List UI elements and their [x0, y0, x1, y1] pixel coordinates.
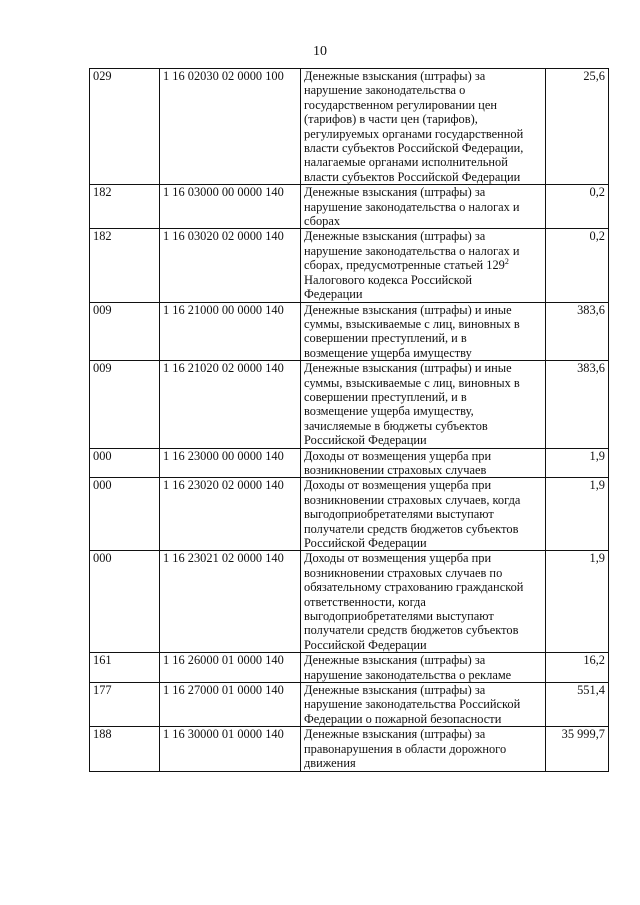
description-line [304, 390, 542, 404]
description-line [304, 141, 542, 155]
budget-classification-code-cell: 1 16 23021 02 0000 140 [160, 551, 301, 653]
description-line-text: правонарушения в области дорожного [304, 741, 507, 756]
description-cell [301, 361, 546, 448]
budget-classification-code-cell: 1 16 03000 00 0000 140 [160, 185, 301, 229]
description-line [304, 229, 542, 243]
description-line [304, 712, 542, 726]
description-line-text: получатели средств бюджетов субъектов [304, 521, 519, 536]
description-line [304, 200, 542, 214]
admin-code-cell: 182 [90, 229, 160, 302]
table-row [90, 683, 609, 727]
amount-cell: 383,6 [546, 302, 609, 361]
description-line-text: совершении преступлений, и в [304, 331, 467, 346]
description-line [304, 493, 542, 507]
budget-classification-code-cell: 1 16 02030 02 0000 100 [160, 69, 301, 185]
description-line-text: сборах [304, 214, 341, 229]
description-line-text: Российской Федерации [304, 433, 427, 448]
description-line-text: зачисляемые в бюджеты субъектов [304, 418, 488, 433]
table-row [90, 69, 609, 185]
description-line-text: движения [304, 756, 356, 771]
description-line-text: нарушение законодательства о рекламе [304, 667, 512, 682]
description-line-text: регулируемых органами государственной [304, 126, 524, 141]
description-line [304, 653, 542, 667]
admin-code-cell: 000 [90, 478, 160, 551]
admin-code-cell: 188 [90, 727, 160, 771]
description-line [304, 507, 542, 521]
amount-cell: 1,9 [546, 448, 609, 478]
description-cell [301, 727, 546, 771]
table-body [90, 69, 609, 772]
description-cell [301, 448, 546, 478]
description-line [304, 258, 542, 272]
description-line-text: Федерации [304, 287, 363, 302]
description-line-text: сборах, предусмотренные статьей 129 [304, 258, 505, 273]
description-line [304, 638, 542, 652]
description-line [304, 361, 542, 375]
table-row [90, 361, 609, 448]
admin-code-cell: 000 [90, 448, 160, 478]
description-line-text: Денежные взыскания (штрафы) и иные [304, 361, 512, 376]
budget-classification-code-cell: 1 16 23000 00 0000 140 [160, 448, 301, 478]
table-row [90, 229, 609, 302]
budget-classification-code-cell: 1 16 21000 00 0000 140 [160, 302, 301, 361]
description-cell [301, 302, 546, 361]
description-line-text: возникновении страховых случаев, когда [304, 492, 521, 507]
description-line [304, 127, 542, 141]
description-line-text: ответственности, когда [304, 594, 426, 609]
description-line-text: Денежные взыскания (штрафы) за [304, 69, 486, 83]
description-cell [301, 653, 546, 683]
description-line [304, 683, 542, 697]
description-line-text: государственном регулировании цен [304, 97, 497, 112]
description-line-text: суммы, взыскиваемые с лиц, виновных в [304, 316, 520, 331]
description-line [304, 566, 542, 580]
amount-cell: 0,2 [546, 185, 609, 229]
budget-classification-code-cell: 1 16 27000 01 0000 140 [160, 683, 301, 727]
description-line-text: суммы, взыскиваемые с лиц, виновных в [304, 375, 520, 390]
description-line [304, 463, 542, 477]
description-cell [301, 551, 546, 653]
description-line-text: совершении преступлений, и в [304, 389, 467, 404]
description-line [304, 697, 542, 711]
table-row [90, 478, 609, 551]
budget-classification-code-cell: 1 16 23020 02 0000 140 [160, 478, 301, 551]
description-line-text: Российской Федерации [304, 536, 427, 550]
description-line [304, 346, 542, 360]
description-line-text: выгодоприобретателями выступают [304, 609, 494, 624]
description-line [304, 404, 542, 418]
description-line [304, 112, 542, 126]
description-line-text: Федерации о пожарной безопасности [304, 711, 502, 726]
description-line [304, 69, 542, 83]
description-line [304, 478, 542, 492]
description-line-text: Доходы от возмещения ущерба при [304, 551, 492, 566]
description-line-text: Денежные взыскания (штрафы) за [304, 683, 486, 698]
description-line [304, 668, 542, 682]
table-row [90, 448, 609, 478]
description-line [304, 376, 542, 390]
description-line-text: Налогового кодекса Российской [304, 272, 472, 287]
amount-cell: 0,2 [546, 229, 609, 302]
description-line [304, 303, 542, 317]
table-row [90, 653, 609, 683]
description-line-text: Денежные взыскания (штрафы) за [304, 653, 486, 668]
amount-cell: 551,4 [546, 683, 609, 727]
description-line [304, 433, 542, 447]
description-cell [301, 229, 546, 302]
description-line [304, 185, 542, 199]
admin-code-cell: 029 [90, 69, 160, 185]
description-line-text: нарушение законодательства о налогах и [304, 199, 520, 214]
description-line-text: возмещение ущерба имуществу, [304, 404, 474, 419]
admin-code-cell: 177 [90, 683, 160, 727]
description-line-text: Денежные взыскания (штрафы) за [304, 185, 486, 200]
description-line-text: Доходы от возмещения ущерба при [304, 448, 492, 463]
description-line [304, 244, 542, 258]
amount-cell: 1,9 [546, 478, 609, 551]
description-line-text: Доходы от возмещения ущерба при [304, 478, 492, 493]
description-line [304, 522, 542, 536]
description-line [304, 214, 542, 228]
amount-cell: 383,6 [546, 361, 609, 448]
description-line-text: Денежные взыскания (штрафы) за [304, 229, 486, 244]
description-line-text: получатели средств бюджетов субъектов [304, 623, 519, 638]
budget-classification-code-cell: 1 16 26000 01 0000 140 [160, 653, 301, 683]
description-line-text: Денежные взыскания (штрафы) и иные [304, 302, 512, 317]
amount-cell: 35 999,7 [546, 727, 609, 771]
description-line [304, 580, 542, 594]
description-line [304, 742, 542, 756]
description-line-text: нарушение законодательства о [304, 83, 466, 98]
description-line [304, 317, 542, 331]
description-line-text: возникновении страховых случаев [304, 462, 487, 477]
description-line [304, 331, 542, 345]
description-line [304, 155, 542, 169]
description-line-text: налагаемые органами исполнительной [304, 155, 508, 170]
description-line [304, 287, 542, 301]
description-cell [301, 683, 546, 727]
description-line-text: нарушение законодательства о налогах и [304, 243, 520, 258]
description-line [304, 98, 542, 112]
budget-classification-code-cell: 1 16 30000 01 0000 140 [160, 727, 301, 771]
budget-classification-code-cell: 1 16 21020 02 0000 140 [160, 361, 301, 448]
description-line [304, 170, 542, 184]
description-line [304, 756, 542, 770]
description-line [304, 83, 542, 97]
budget-revenue-table [89, 68, 609, 772]
admin-code-cell: 182 [90, 185, 160, 229]
description-line [304, 419, 542, 433]
budget-classification-code-cell: 1 16 03020 02 0000 140 [160, 229, 301, 302]
admin-code-cell: 009 [90, 302, 160, 361]
description-line [304, 536, 542, 550]
description-line-text: Денежные взыскания (штрафы) за [304, 727, 486, 742]
description-line-text: возникновении страховых случаев по [304, 565, 503, 580]
description-line [304, 273, 542, 287]
description-cell [301, 185, 546, 229]
description-line [304, 595, 542, 609]
table-row [90, 551, 609, 653]
description-line-text: возмещение ущерба имуществу [304, 345, 472, 360]
description-line [304, 449, 542, 463]
admin-code-cell: 161 [90, 653, 160, 683]
description-cell [301, 478, 546, 551]
description-line-text: власти субъектов Российской Федерации [304, 169, 521, 184]
description-line-text: власти субъектов Российской Федерации, [304, 141, 524, 156]
description-cell [301, 69, 546, 185]
description-line [304, 623, 542, 637]
table-row [90, 302, 609, 361]
description-line-text: выгодоприобретателями выступают [304, 507, 494, 522]
amount-cell: 25,6 [546, 69, 609, 185]
page-number: 10 [313, 44, 327, 59]
article-superscript: 2 [504, 257, 509, 267]
description-line-text: обязательному страхованию гражданской [304, 580, 524, 595]
description-line-text: (тарифов) в части цен (тарифов), [304, 112, 478, 127]
description-line [304, 609, 542, 623]
description-line [304, 727, 542, 741]
admin-code-cell: 000 [90, 551, 160, 653]
table-row [90, 185, 609, 229]
description-line-text: нарушение законодательства Российской [304, 697, 521, 712]
description-line-text: Российской Федерации [304, 637, 427, 652]
table-row [90, 727, 609, 771]
amount-cell: 16,2 [546, 653, 609, 683]
amount-cell: 1,9 [546, 551, 609, 653]
description-line [304, 551, 542, 565]
admin-code-cell: 009 [90, 361, 160, 448]
